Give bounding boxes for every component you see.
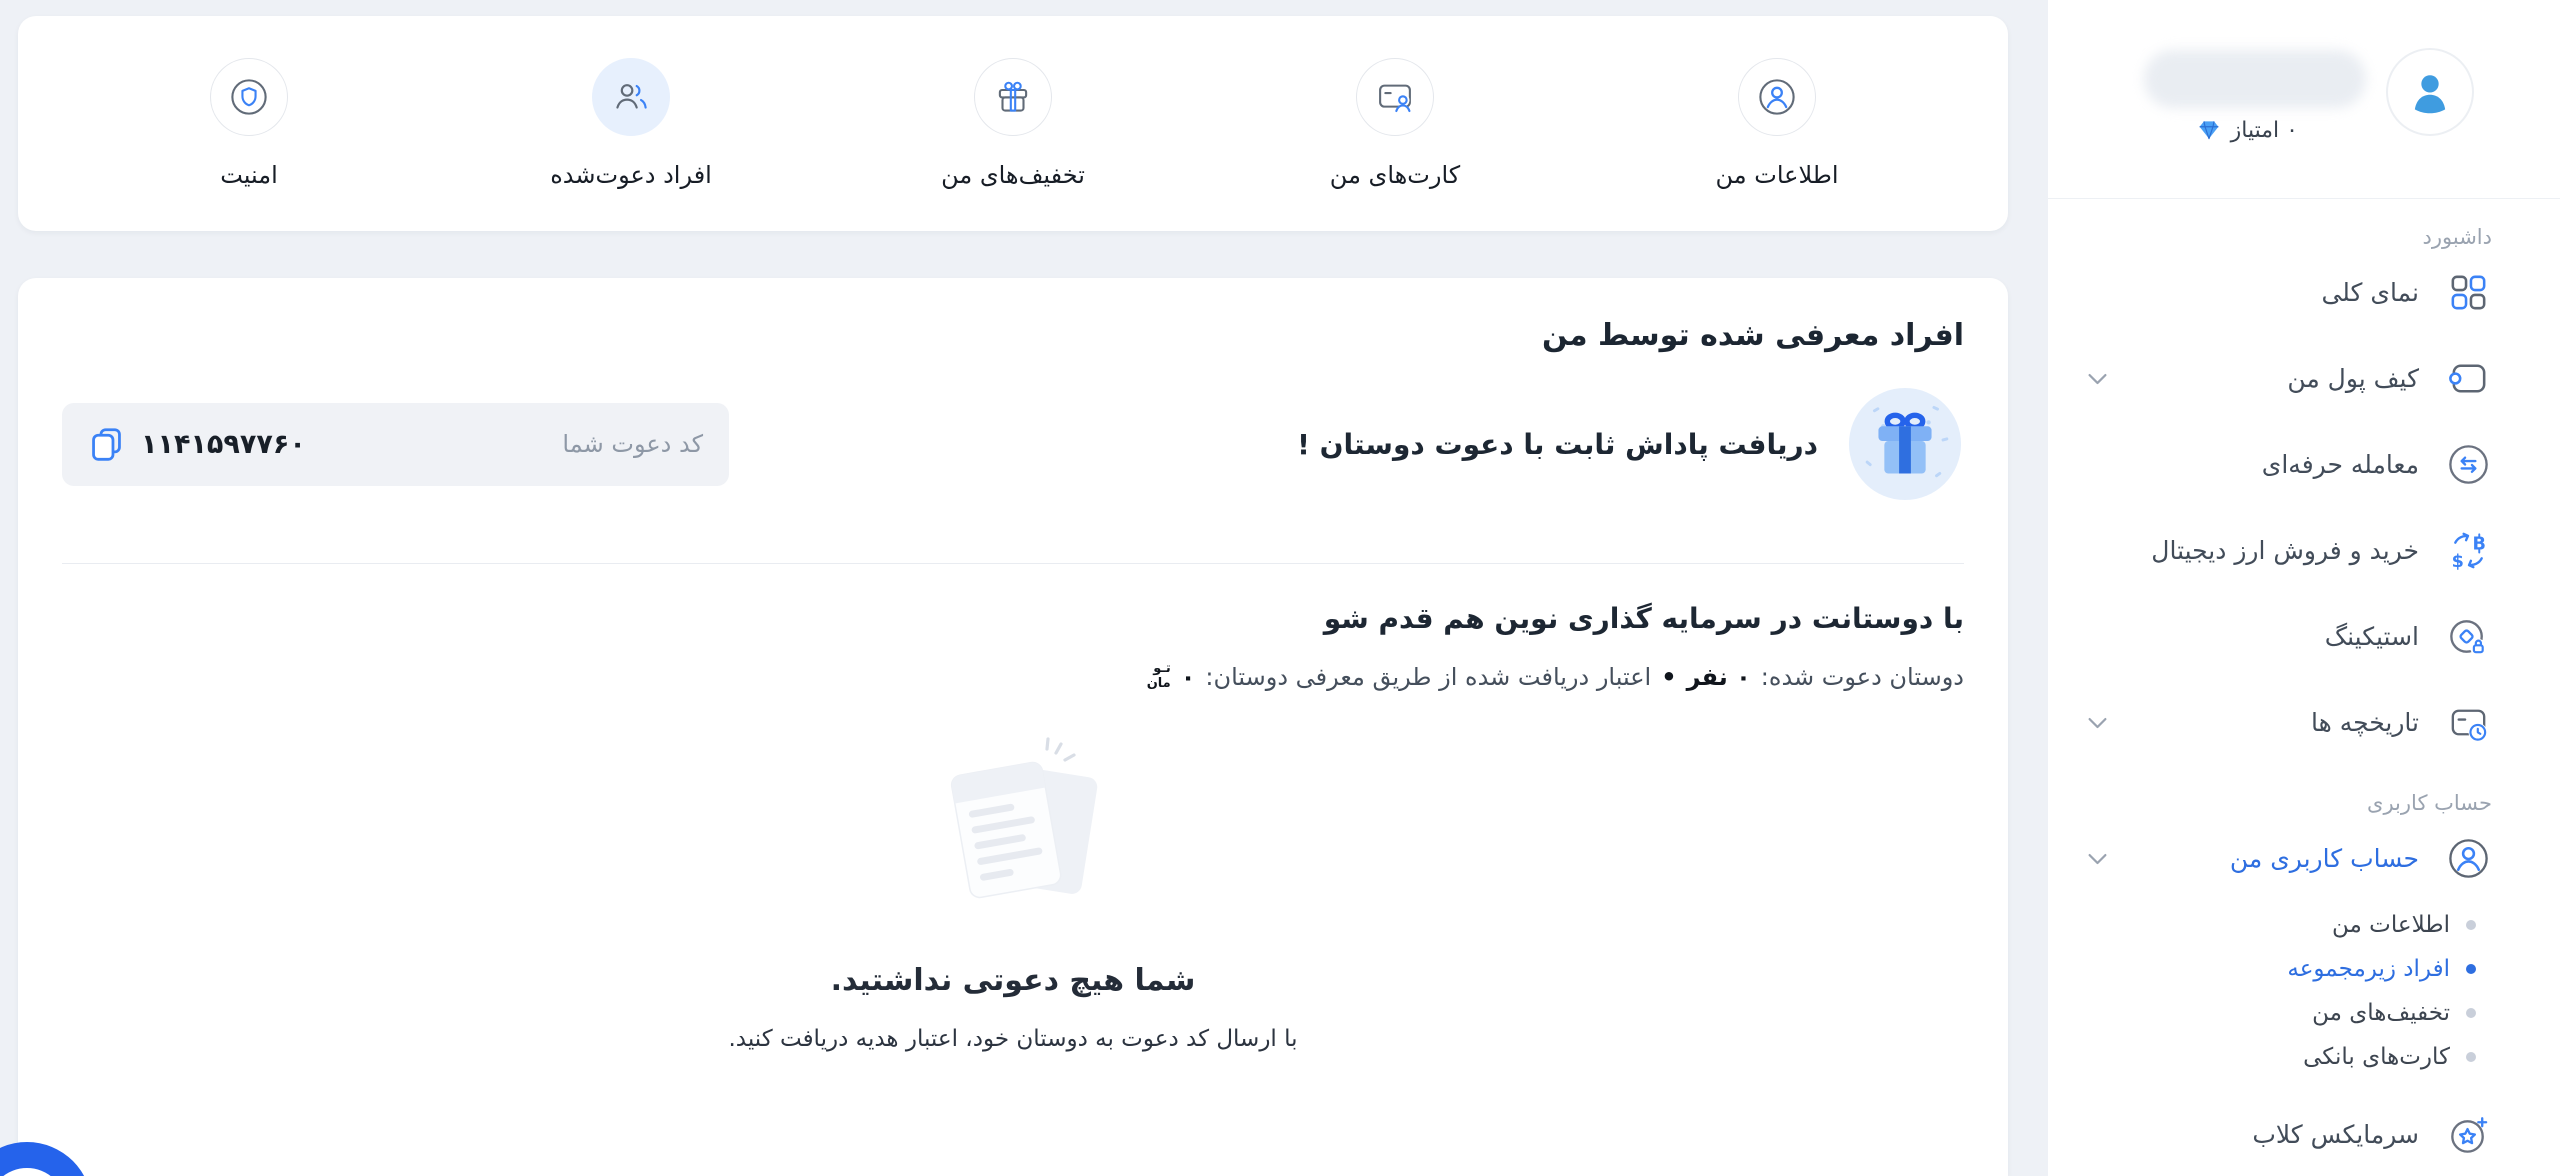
sub-item-my-discounts[interactable]	[2048, 991, 2476, 1035]
sidebar-item-pro-trade[interactable]	[2048, 421, 2560, 507]
credit-unit-line1: تـو	[1153, 661, 1171, 676]
sidebar-item-label: معامله حرفه‌ای	[2261, 449, 2419, 479]
sidebar-item-wallet[interactable]	[2048, 335, 2560, 421]
tab-circle	[974, 58, 1052, 136]
user-circle-icon	[1756, 76, 1798, 118]
sidebar-item-my-account[interactable]	[2048, 815, 2560, 901]
invited-users-icon	[610, 76, 652, 118]
sidebar-item-label: تاریخچه ها	[2310, 707, 2419, 737]
tab-my-cards[interactable]	[1214, 58, 1577, 189]
sub-item-referrals[interactable]	[2048, 947, 2476, 991]
account-tabs-bar	[18, 16, 2008, 231]
tab-label: کارت‌های من	[1329, 161, 1461, 189]
user-points-label: ۰ امتیاز	[2230, 117, 2298, 143]
sidebar-section-dashboard: داشبورد	[2422, 225, 2492, 249]
sidebar-user-block	[2048, 0, 2560, 199]
tab-label: تخفیف‌های من	[941, 161, 1085, 189]
sidebar-item-histories[interactable]	[2048, 679, 2560, 765]
gift-icon	[992, 76, 1034, 118]
svg-text:$: $	[2451, 551, 2464, 572]
invite-code-group	[88, 426, 306, 463]
stats-separator: •	[1661, 663, 1677, 691]
sub-item-label: کارت‌های بانکی	[2303, 1044, 2450, 1070]
section-divider	[62, 563, 1964, 564]
invite-code-value: ۱۱۴۱۵۹۷۷۶۰	[141, 428, 306, 460]
tab-my-info[interactable]	[1596, 58, 1959, 189]
referral-subtitle: با دوستانت در سرمایه گذاری نوین هم قدم شو	[1323, 602, 1964, 635]
sidebar	[2048, 0, 2560, 1176]
tab-my-discounts[interactable]	[832, 58, 1195, 189]
chevron-down-icon	[2084, 845, 2111, 872]
overview-grid-icon	[2445, 269, 2492, 316]
staking-icon	[2445, 613, 2492, 660]
tab-circle	[1738, 58, 1816, 136]
sub-item-bank-cards[interactable]	[2048, 1035, 2476, 1079]
user-name-blurred	[2144, 50, 2366, 108]
sub-item-label: اطلاعات من	[2332, 912, 2450, 938]
chevron-down-icon	[2084, 365, 2111, 392]
sub-item-my-info[interactable]	[2048, 903, 2476, 947]
card-user-icon	[1374, 76, 1416, 118]
sidebar-item-label: خرید و فروش ارز دیجیتال	[2151, 535, 2419, 565]
page-title: افراد معرفی شده توسط من	[1541, 318, 1964, 353]
invited-friends-value: ۰ نفر	[1686, 663, 1751, 691]
tab-circle	[592, 58, 670, 136]
sidebar-item-label: سرمایکس کلاب	[2252, 1119, 2419, 1149]
empty-state-title: شما هیچ دعوتی نداشتید.	[830, 963, 1196, 998]
referral-banner-row	[62, 385, 1964, 503]
sidebar-item-overview[interactable]	[2048, 249, 2560, 335]
account-sub-menu	[2048, 901, 2560, 1079]
user-points-row	[2196, 117, 2366, 143]
referral-banner-text: دریافت پاداش ثابت با دعوت دوستان !	[1297, 427, 1818, 461]
tab-label: افراد دعوت‌شده	[550, 161, 712, 189]
history-icon	[2445, 699, 2492, 746]
avatar[interactable]	[2386, 48, 2474, 136]
sub-item-label: افراد زیرمجموعه	[2287, 956, 2450, 982]
sidebar-item-club[interactable]	[2048, 1091, 2560, 1176]
credit-received-label: اعتبار دریافت شده از طریق معرفی دوستان:	[1205, 663, 1652, 691]
referral-panel	[18, 278, 2008, 1176]
sidebar-item-buy-sell[interactable]	[2048, 507, 2560, 593]
user-info	[2144, 48, 2366, 143]
empty-docs-illustration	[908, 733, 1118, 933]
pro-trade-icon	[2445, 441, 2492, 488]
svg-text:B: B	[2472, 534, 2486, 555]
user-avatar-icon	[2404, 66, 2456, 118]
user-circle-icon	[2445, 835, 2492, 882]
tab-label: امنیت	[220, 161, 278, 189]
sub-item-label: تخفیف‌های من	[2312, 1000, 2450, 1026]
referral-stats	[62, 663, 1964, 691]
sidebar-item-label: کیف پول من	[2287, 363, 2419, 393]
empty-state-subtitle: با ارسال کد دعوت به دوستان خود، اعتبار هدیه دریافت کنید.	[728, 1026, 1298, 1052]
bullet-dot-icon	[2466, 1008, 2476, 1018]
club-star-icon	[2445, 1111, 2492, 1158]
gem-icon	[2196, 117, 2222, 143]
tab-circle	[1356, 58, 1434, 136]
empty-state	[62, 733, 1964, 1052]
copy-code-button[interactable]	[88, 426, 125, 463]
sidebar-item-label: حساب کاربری من	[2229, 843, 2419, 873]
sidebar-item-label: استیکینگ	[2324, 621, 2419, 651]
tab-invited-people[interactable]	[450, 58, 813, 189]
gift-illustration-icon	[1846, 385, 1964, 503]
tab-circle	[210, 58, 288, 136]
sidebar-item-staking[interactable]	[2048, 593, 2560, 679]
credit-unit-line2: مان	[1146, 676, 1171, 691]
tab-label: اطلاعات من	[1715, 161, 1839, 189]
referral-banner	[1297, 385, 1964, 503]
wallet-icon	[2445, 355, 2492, 402]
invite-code-box	[62, 403, 729, 486]
invite-code-label: کد دعوت شما	[562, 430, 703, 458]
sidebar-item-label: نمای کلی	[2321, 277, 2419, 307]
credit-unit	[1147, 661, 1171, 691]
shield-icon	[228, 76, 270, 118]
bullet-dot-icon	[2466, 964, 2476, 974]
invited-friends-label: دوستان دعوت شده:	[1760, 663, 1964, 691]
sidebar-section-account: حساب کاربری	[2367, 791, 2492, 815]
bullet-dot-icon	[2466, 1052, 2476, 1062]
buy-sell-crypto-icon	[2445, 527, 2492, 574]
tab-security[interactable]	[68, 58, 431, 189]
bullet-dot-icon	[2466, 920, 2476, 930]
chevron-down-icon	[2084, 709, 2111, 736]
credit-received-value: ۰	[1180, 663, 1196, 691]
sidebar-nav	[2048, 249, 2560, 765]
copy-icon	[88, 426, 125, 463]
